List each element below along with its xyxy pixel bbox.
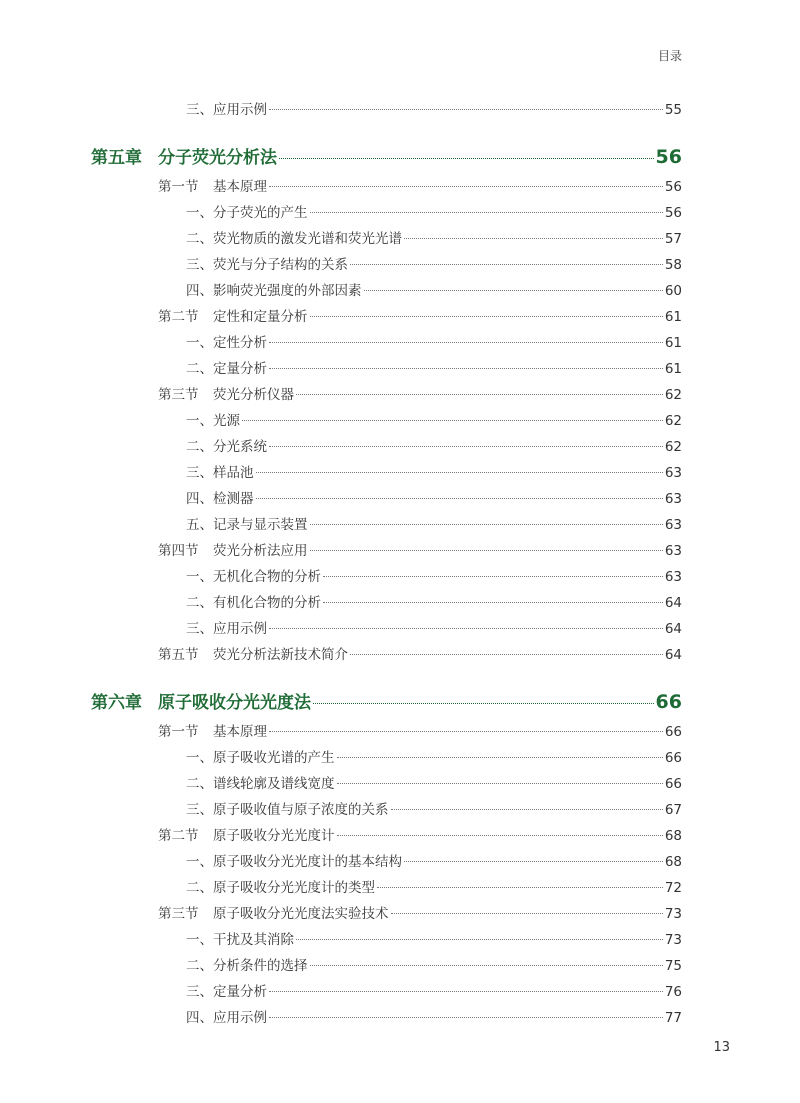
page-ref: 61 — [664, 309, 682, 325]
dot-leader — [391, 913, 663, 914]
page-ref: 63 — [664, 465, 682, 481]
section-number: 第二节 — [158, 309, 199, 325]
item-title: 三、应用示例 — [186, 102, 267, 118]
page-ref: 64 — [664, 647, 682, 663]
dot-leader — [310, 965, 663, 966]
page-ref: 67 — [664, 802, 682, 818]
dot-leader — [323, 602, 663, 603]
toc-item-entry[interactable] — [186, 516, 682, 534]
dot-leader — [269, 186, 663, 187]
page-ref: 62 — [664, 439, 682, 455]
toc-section-entry[interactable] — [158, 905, 682, 923]
dot-leader — [296, 394, 663, 395]
chapter-number: 第五章 — [91, 148, 142, 168]
item-title: 四、影响荧光强度的外部因素 — [186, 283, 362, 299]
dot-leader — [323, 576, 663, 577]
toc-item-entry[interactable] — [186, 749, 682, 767]
dot-leader — [269, 342, 663, 343]
section-title: 基本原理 — [213, 179, 267, 195]
item-title: 五、记录与显示装置 — [186, 517, 308, 533]
section-number: 第三节 — [158, 906, 199, 922]
toc-section-entry[interactable] — [158, 542, 682, 560]
dot-leader — [310, 550, 663, 551]
toc-item-entry[interactable] — [186, 282, 682, 300]
item-title: 二、荧光物质的激发光谱和荧光光谱 — [186, 231, 402, 247]
toc-item-entry[interactable] — [186, 230, 682, 248]
dot-leader — [279, 158, 654, 159]
page-ref: 66 — [664, 750, 682, 766]
dot-leader — [256, 472, 663, 473]
toc-chapter-entry[interactable] — [91, 691, 682, 714]
item-title: 二、原子吸收分光光度计的类型 — [186, 880, 375, 896]
page-ref: 60 — [664, 283, 682, 299]
toc-item-entry[interactable] — [186, 957, 682, 975]
toc-item-entry[interactable] — [186, 879, 682, 897]
page-ref: 73 — [664, 932, 682, 948]
item-title: 一、原子吸收光谱的产生 — [186, 750, 335, 766]
item-title: 二、分光系统 — [186, 439, 267, 455]
toc-item-entry[interactable] — [186, 775, 682, 793]
dot-leader — [313, 703, 654, 704]
dot-leader — [404, 861, 663, 862]
page-ref: 61 — [664, 361, 682, 377]
item-title: 四、应用示例 — [186, 1010, 267, 1026]
toc-item-entry[interactable] — [186, 983, 682, 1001]
section-number: 第二节 — [158, 828, 199, 844]
page-ref: 63 — [664, 543, 682, 559]
item-title: 三、应用示例 — [186, 621, 267, 637]
section-title: 荧光分析法应用 — [213, 543, 308, 559]
running-header: 目录 — [657, 49, 682, 63]
toc-item-entry[interactable] — [186, 568, 682, 586]
page-ref: 63 — [664, 569, 682, 585]
page-ref: 66 — [664, 724, 682, 740]
toc-section-entry[interactable] — [158, 178, 682, 196]
page-ref: 64 — [664, 621, 682, 637]
item-title: 三、样品池 — [186, 465, 254, 481]
page-ref: 55 — [664, 102, 682, 118]
toc-item-entry[interactable] — [186, 438, 682, 456]
toc-item-entry[interactable] — [186, 931, 682, 949]
section-title: 荧光分析法新技术简介 — [213, 647, 348, 663]
section-title: 定性和定量分析 — [213, 309, 308, 325]
dot-leader — [337, 783, 663, 784]
section-title: 基本原理 — [213, 724, 267, 740]
toc-item-entry[interactable] — [186, 101, 682, 119]
item-title: 二、定量分析 — [186, 361, 267, 377]
section-number: 第四节 — [158, 543, 199, 559]
chapter-number: 第六章 — [91, 693, 142, 713]
section-number: 第三节 — [158, 387, 199, 403]
dot-leader — [391, 809, 663, 810]
dot-leader — [269, 368, 663, 369]
toc-item-entry[interactable] — [186, 490, 682, 508]
page-ref: 77 — [664, 1010, 682, 1026]
item-title: 一、光源 — [186, 413, 240, 429]
item-title: 一、定性分析 — [186, 335, 267, 351]
page-ref: 63 — [664, 517, 682, 533]
dot-leader — [269, 446, 663, 447]
item-title: 一、原子吸收分光光度计的基本结构 — [186, 854, 402, 870]
item-title: 三、原子吸收值与原子浓度的关系 — [186, 802, 389, 818]
dot-leader — [404, 238, 663, 239]
page-ref: 76 — [664, 984, 682, 1000]
dot-leader — [310, 524, 663, 525]
page-ref: 66 — [655, 691, 682, 713]
dot-leader — [269, 1017, 663, 1018]
item-title: 二、分析条件的选择 — [186, 958, 308, 974]
chapter-title: 分子荧光分析法 — [158, 148, 277, 168]
item-title: 四、检测器 — [186, 491, 254, 507]
dot-leader — [269, 628, 663, 629]
page-ref: 66 — [664, 776, 682, 792]
page-ref: 72 — [664, 880, 682, 896]
section-title: 原子吸收分光光度计 — [213, 828, 335, 844]
toc-item-entry[interactable] — [186, 801, 682, 819]
toc-item-entry[interactable] — [186, 360, 682, 378]
dot-leader — [377, 887, 663, 888]
item-title: 一、分子荧光的产生 — [186, 205, 308, 221]
page-ref: 56 — [664, 179, 682, 195]
toc-item-entry[interactable] — [186, 464, 682, 482]
toc-item-entry[interactable] — [186, 853, 682, 871]
toc-item-entry[interactable] — [186, 204, 682, 222]
item-title: 二、有机化合物的分析 — [186, 595, 321, 611]
page-ref: 68 — [664, 828, 682, 844]
section-number: 第五节 — [158, 647, 199, 663]
page-ref: 64 — [664, 595, 682, 611]
toc-section-entry[interactable] — [158, 646, 682, 664]
toc-item-entry[interactable] — [186, 256, 682, 274]
dot-leader — [296, 939, 663, 940]
page-ref: 75 — [664, 958, 682, 974]
chapter-title: 原子吸收分光光度法 — [158, 693, 311, 713]
section-title: 荧光分析仪器 — [213, 387, 294, 403]
dot-leader — [256, 498, 663, 499]
page-ref: 68 — [664, 854, 682, 870]
page-ref: 57 — [664, 231, 682, 247]
item-title: 二、谱线轮廓及谱线宽度 — [186, 776, 335, 792]
page-ref: 62 — [664, 387, 682, 403]
item-title: 三、定量分析 — [186, 984, 267, 1000]
toc-item-entry[interactable] — [186, 594, 682, 612]
page-ref: 56 — [664, 205, 682, 221]
toc-section-entry[interactable] — [158, 723, 682, 741]
page-ref: 56 — [655, 146, 682, 168]
dot-leader — [269, 991, 663, 992]
toc-section-entry[interactable] — [158, 386, 682, 404]
item-title: 三、荧光与分子结构的关系 — [186, 257, 348, 273]
toc-chapter-entry[interactable] — [91, 146, 682, 169]
toc-item-entry[interactable] — [186, 620, 682, 638]
dot-leader — [350, 264, 663, 265]
page-ref: 58 — [664, 257, 682, 273]
toc-item-entry[interactable] — [186, 1009, 682, 1027]
dot-leader — [242, 420, 663, 421]
dot-leader — [337, 757, 663, 758]
dot-leader — [269, 731, 663, 732]
dot-leader — [350, 654, 663, 655]
page-ref: 62 — [664, 413, 682, 429]
dot-leader — [310, 212, 663, 213]
toc-section-entry[interactable] — [158, 308, 682, 326]
page-ref: 73 — [664, 906, 682, 922]
page-ref: 61 — [664, 335, 682, 351]
item-title: 一、干扰及其消除 — [186, 932, 294, 948]
page-ref: 63 — [664, 491, 682, 507]
dot-leader — [337, 835, 663, 836]
page-number: 13 — [713, 1040, 730, 1055]
section-title: 原子吸收分光光度法实验技术 — [213, 906, 389, 922]
toc-item-entry[interactable] — [186, 412, 682, 430]
section-number: 第一节 — [158, 724, 199, 740]
item-title: 一、无机化合物的分析 — [186, 569, 321, 585]
toc-section-entry[interactable] — [158, 827, 682, 845]
section-number: 第一节 — [158, 179, 199, 195]
toc-item-entry[interactable] — [186, 334, 682, 352]
dot-leader — [310, 316, 663, 317]
dot-leader — [364, 290, 663, 291]
dot-leader — [269, 109, 663, 110]
